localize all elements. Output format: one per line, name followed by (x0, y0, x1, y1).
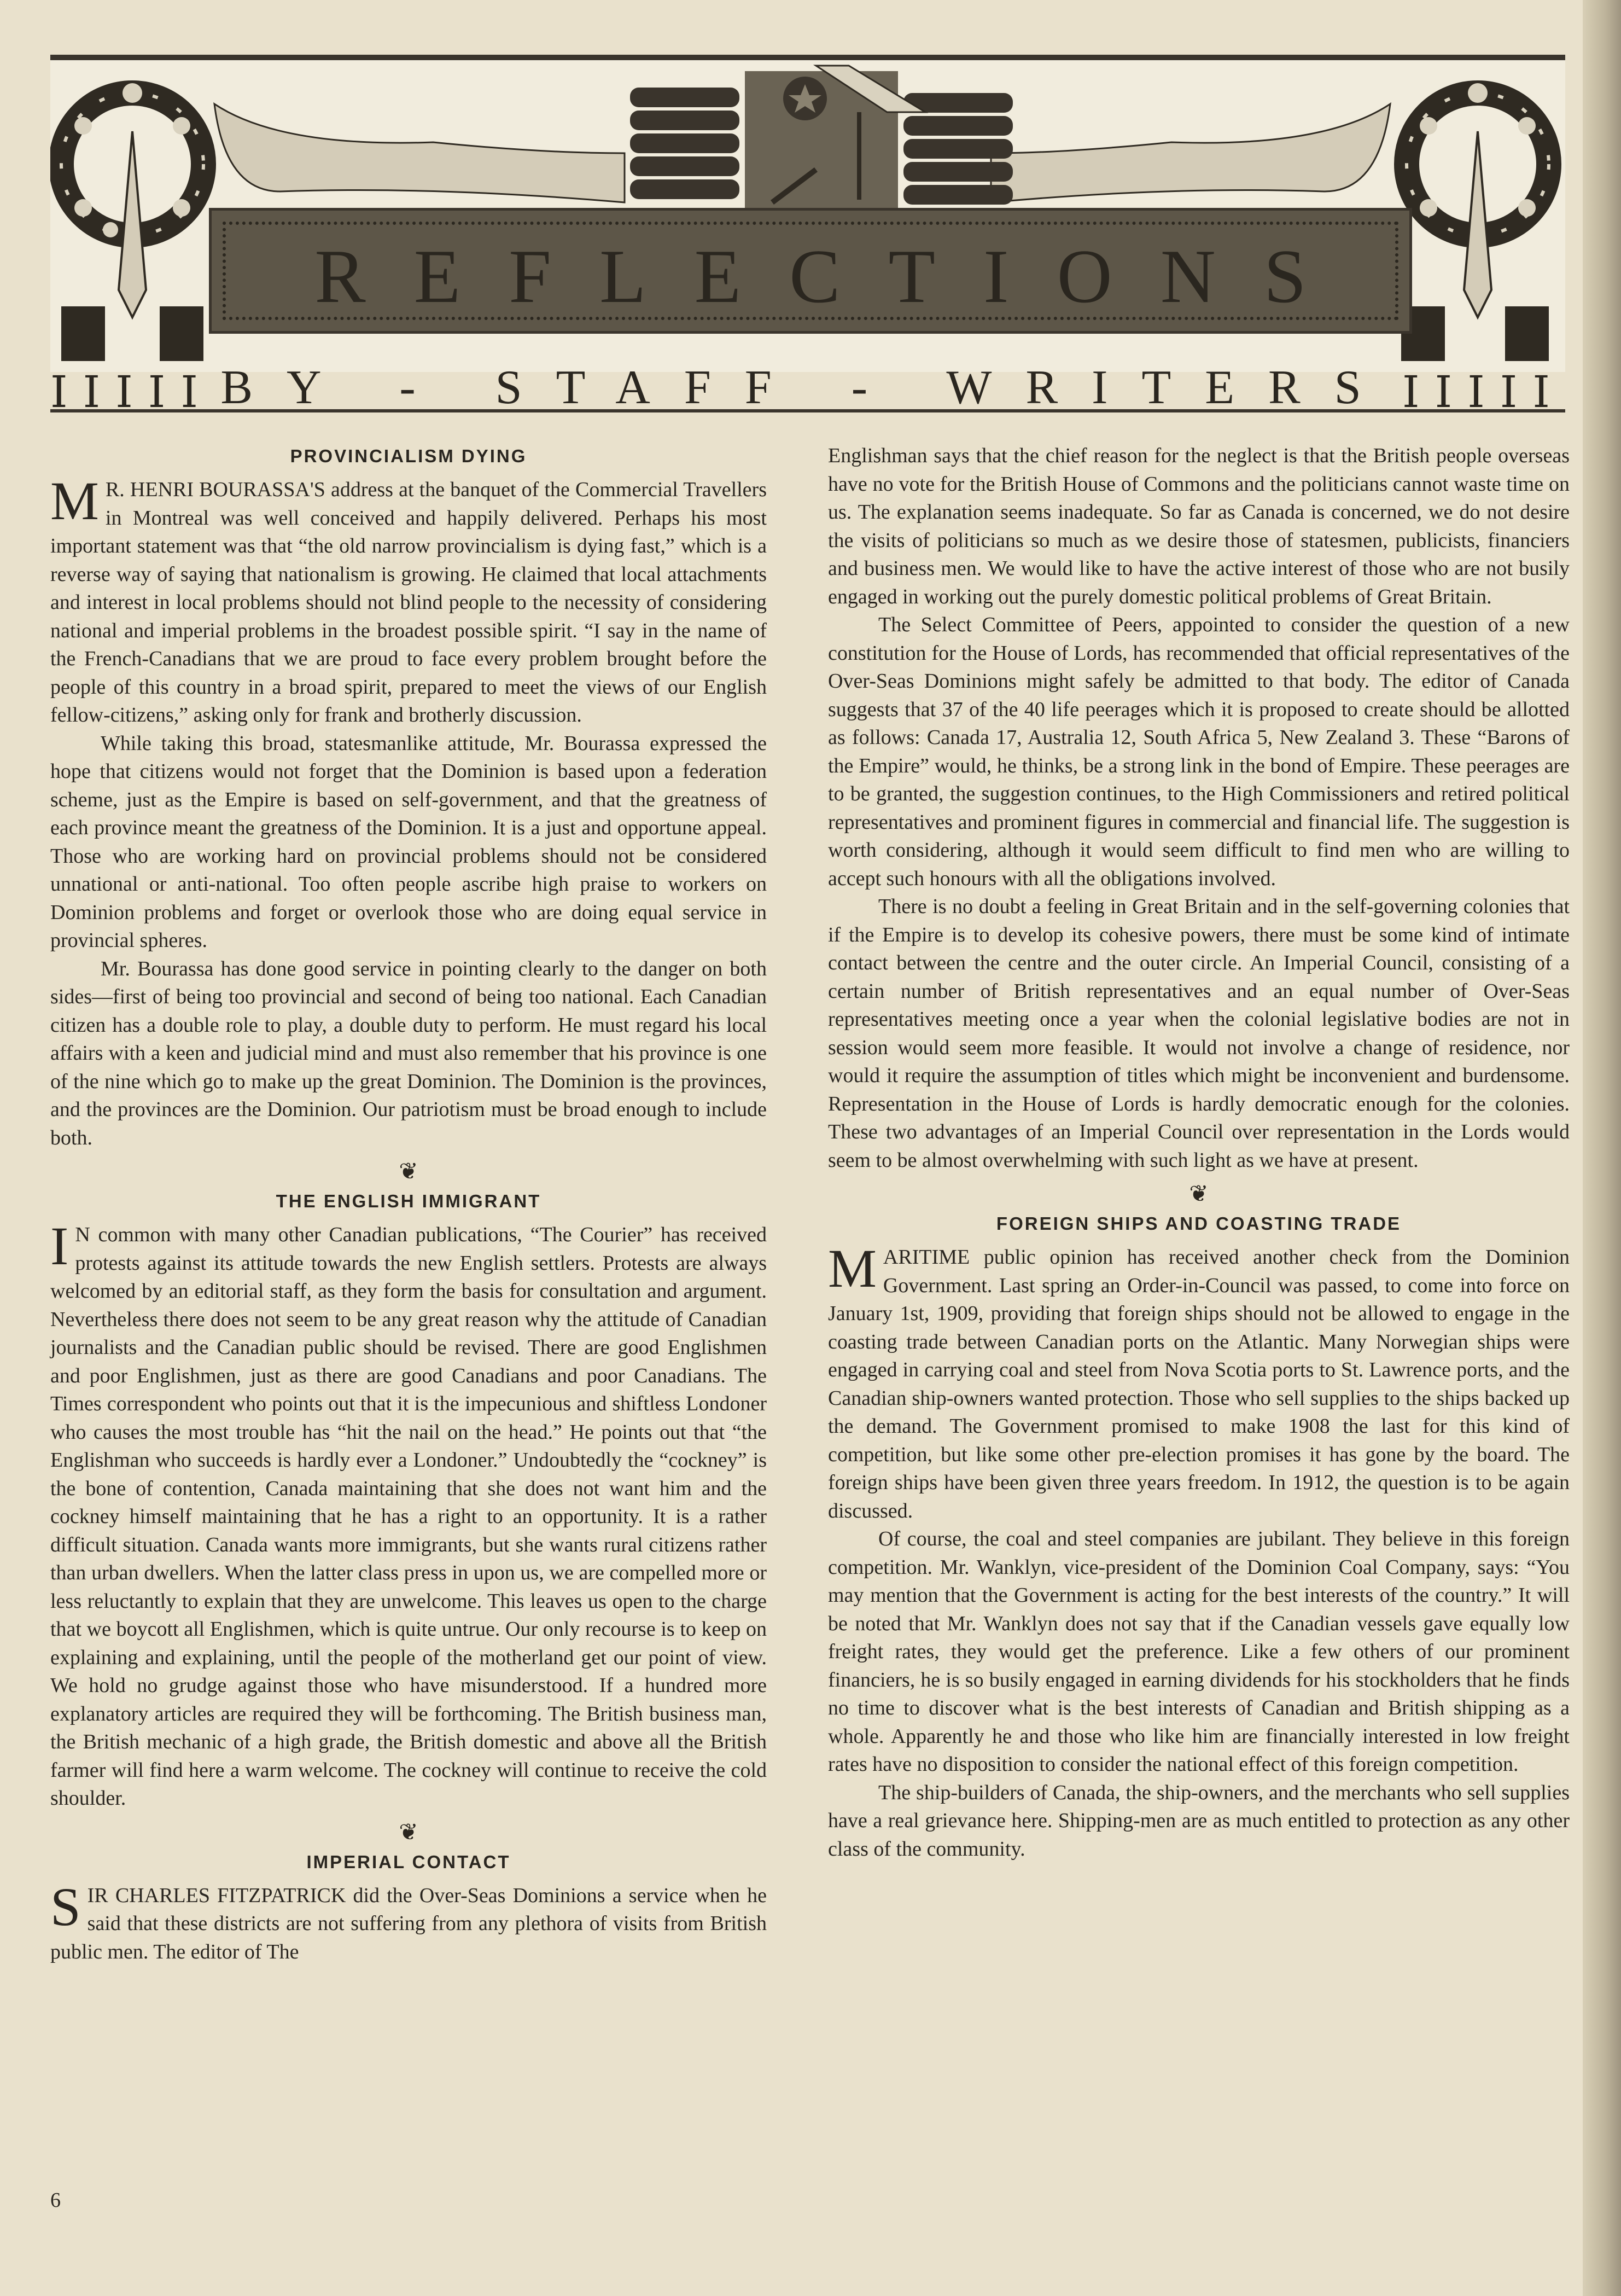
paragraph (50, 1876, 767, 1967)
left-column (50, 438, 767, 1966)
drop-cap: M (50, 470, 99, 531)
lead-in: IR CHARLES FITZPATRICK (87, 1884, 346, 1907)
section-ornament-icon: ❦ (1189, 1182, 1209, 1207)
section-ornament-icon: ❦ (399, 1820, 418, 1845)
paragraph (50, 1216, 767, 1813)
paragraph-text: common with many other Canadian publications, “The Courier” has received protests against its attitude towards the new English settlers. Protests are always welcomed by an editorial staff, as they form the basis for consultation and argument. Nevertheless there does not seem to be any great reason why the attitude of Canadian journalists and the Canadian public should be revised. There are good Englishmen and poor Englishmen, just as there are good Canadians and poor Canadians. The Times correspondent who points out that it is the impecunious and shiftless Londoner who causes the most trouble has “hit the nail on the head.” He points out that “the Englishman who succeeds is hardly ever a Londoner.” Undoubtedly the “cockney” is the bone of contention, Canada maintaining that she does not want him and the cockney himself maintaining that he has a right to an opportunity. It is a rather difficult situation. Canada wants more immigrants, but she wants rural citizens rather than urban dwellers. When the latter class press in upon us, we are compelled more or less reluctantly to explain that they are unwelcome. This leaves us open to the charge that we boycott all Englishmen, which is quite untrue. Our only recourse is to keep on explaining and explaining, until the people of the motherland get our point of view. We hold no grudge against those who have misunderstood. If a hundred more explanatory articles are required they will be forthcoming. The British business man, the British mechanic of a high grade, the British domestic and above all the British farmer will find here a warm welcome. The cockney will continue to receive the cold shoulder. (50, 1223, 767, 1810)
lead-in: N (75, 1223, 90, 1246)
page-number: 6 (50, 2189, 61, 2212)
right-bar-ornament: IIIII (1402, 367, 1565, 417)
paragraph: Mr. Bourassa has done good service in pointing clearly to the danger on both sides—first of being too provincial and second of being too national. Each Canadian citizen has a double role to play, a double duty to perform. He must regard his local affairs with a keen and judicial mind and must also remember that his province is one of the nine which go to make up the great Dominion. The Dominion is the provinces, and the provinces are the Dominion. Our patriotism must be broad enough to include both. (50, 957, 767, 1149)
title-plate (209, 208, 1412, 334)
section-heading: THE ENGLISH IMMIGRANT (276, 1191, 541, 1211)
right-scroll-icon (991, 104, 1390, 202)
paragraph: There is no doubt a feeling in Great Britain and in the self-governing colonies that if the Empire is to develop its cohesive powers, there must be some kind of intimate contact between the centre and the outer circle. An Imperial Council, consisting of a certain number of British representatives and an equal number of Over-Seas representatives meeting once a year when the colonial legislative bodies are not in session would seem more feasible. It would not involve a change of residence, nor would it require the assumption of titles which might be inconvenient and burdensome. Representation in the House of Lords is hardly democratic enough for the colonies. These two advantages of an Imperial Council over representation in the Lords would seem to be almost overwhelming with such light as we have at present. (828, 895, 1570, 1172)
page-title: REFLECTIONS (314, 234, 1355, 319)
paragraph: The Select Committee of Peers, appointed to consider the question of a new constitution for the House of Lords, has recommended that official representatives of the Over-Seas Dominions might safely be admitted to that body. The editor of Canada suggests that 37 of the 40 life peerages which it is proposed to create should be allotted as follows: Canada 17, Australia 12, South Africa 5, New Zealand 3. These “Barons of the Empire” would, he thinks, be a strong link in the bond of Empire. These peerages are to be granted, the suggestion continues, to the High Commissioners and retired political representatives and prominent figures in commercial and financial life. The suggestion is worth considering, although it would seem difficult to find men who are willing to accept such honours with all the obligations involved. (828, 613, 1570, 890)
drop-cap: S (50, 1876, 81, 1937)
section-heading: FOREIGN SHIPS AND COASTING TRADE (996, 1213, 1402, 1234)
paragraph: Englishman says that the chief reason for the neglect is that the British people overseas have no vote for the British House of Commons and the politicians cannot waste time on us. The explanation seems inadequate. So far as Canada is concerned, we do not desire the visits of politicians so much as we desire those of statesmen, publicists, financiers and business men. We would like to have the active interest of those who are not busily engaged in working out the purely domestic political problems of Great Britain. (828, 444, 1570, 608)
drop-cap: I (50, 1216, 69, 1276)
right-wreath-icon (1401, 83, 1549, 361)
lead-in: ARITIME (883, 1246, 970, 1269)
section-ornament-icon: ❦ (399, 1159, 418, 1184)
paragraph: Of course, the coal and steel companies are jubilant. They believe in this foreign competition. Mr. Wanklyn, vice-president of the Dominion Coal Company, says: “You may mention that the Government is acting for the best interests of the country.” It will be noted that Mr. Wanklyn does not say that if the Canadian vessels gave equally low freight rates, they would get the preference. Like a few others of our prominent financiers, he is so busily engaged in earning dividends for his stockholders that he finds no time to discover what is the best interests of Canadian and British shipping as a whole. Apparently he and those who like him are financially interested in low freight rates have no disposition to consider the national effect of this foreign competition. (828, 1527, 1570, 1776)
paragraph: While taking this broad, statesmanlike attitude, Mr. Bourassa expressed the hope that citizens would not forget that the Dominion is based upon a federation scheme, just as the Empire is based on self-government, and that the greatness of each province meant the greatness of the Dominion. It is a just and opportune appeal. Those who are working hard on provincial problems should not be considered unnational or anti-national. Too often people ascribe high praise to workers on Dominion problems and forget or overlook those who are doing equal service in provincial spheres. (50, 731, 767, 952)
paragraph (50, 470, 767, 730)
paragraph-text: address at the banquet of the Commercial Travellers in Montreal was well conceived and happily delivered. Perhaps his most important statement was that “the old narrow provincialism is dying fast,” which is a reverse way of saying that nationalism is growing. He claimed that local attachments and interest in local problems should not blind people to the necessity of considering national and imperial problems in the broadest possible spirit. “I say in the name of the French-Canadians that we are proud to face every problem brought before the people of this country in a broad spirit, prepared to meet the views of our English fellow-citizens,” asking only for frank and brotherly discussion. (50, 478, 767, 726)
left-scroll-icon (214, 104, 625, 202)
section-heading: PROVINCIALISM DYING (290, 446, 527, 466)
paragraph-text: public opinion has received another check from the Dominion Government. Last spring an Order-in-Council was passed, to come into force on January 1st, 1909, providing that foreign ships should not be allowed to engage in the coasting trade between Canadian ports on the Atlantic. Many Norwegian ships were engaged in carrying coal and steel from Nova Scotia ports to St. Lawrence ports, and the Canadian ship-owners wanted protection. Those who sell supplies to the ships backed up the demand. The Government promised to make 1908 the last for this kind of competition, but like some other pre-election promises it has gone by the board. The foreign ships have been given three years freedom. In 1912, the question is to be again discussed. (828, 1246, 1570, 1522)
drop-cap: M (828, 1238, 877, 1299)
binding-edge (1583, 0, 1621, 2296)
left-wreath-icon (61, 83, 203, 361)
paragraph-text: did the Over-Seas Dominions a service when he said that these districts are not suffering from any plethora of visits from British public men. The editor of The (50, 1884, 767, 1963)
section-heading: IMPERIAL CONTACT (306, 1851, 511, 1872)
left-bar-ornament: IIIII (50, 367, 214, 417)
byline: BY - STAFF - WRITERS (220, 361, 1395, 414)
byline-bar (50, 357, 1565, 417)
paragraph: The ship-builders of Canada, the ship-owners, and the merchants who sell supplies have a real grievance here. Shipping-men are as much entitled to protection as any other class of the community. (828, 1781, 1570, 1861)
paragraph (828, 1238, 1570, 1525)
lead-in: R. HENRI BOURASSA'S (105, 478, 325, 501)
masthead-banner (50, 55, 1565, 372)
right-column (828, 442, 1570, 1863)
